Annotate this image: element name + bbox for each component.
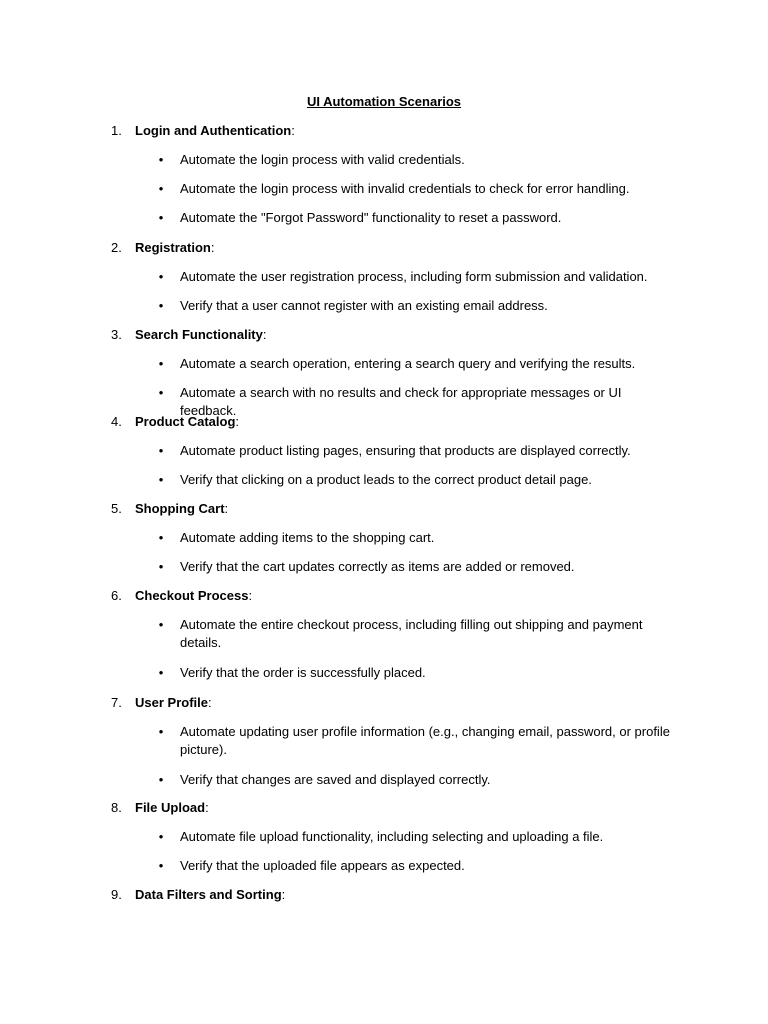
section-title xyxy=(135,122,295,140)
section-title-colon: : xyxy=(291,123,295,138)
bullet-icon: • xyxy=(158,530,164,545)
section-title-colon: : xyxy=(262,327,267,342)
section-heading xyxy=(0,239,768,257)
list-item-text: Verify that a user cannot register with an existing email address. xyxy=(180,298,548,313)
section-title-text: Product Catalog xyxy=(135,414,236,429)
section-title xyxy=(135,500,228,518)
section-title xyxy=(135,694,212,712)
bullet-icon: • xyxy=(158,356,164,371)
section-title-colon: : xyxy=(235,414,240,429)
list-item-text: Verify that the cart updates correctly as items are added or removed. xyxy=(180,559,575,574)
section-title xyxy=(135,239,214,257)
list-item-text: Automate the entire checkout process, including filling out shipping and payment details. xyxy=(180,617,643,650)
section-title-text: Search Functionality xyxy=(135,327,263,342)
bullet-icon: • xyxy=(158,385,164,400)
bullet-icon: • xyxy=(158,858,164,873)
list-item-text: Automate the login process with invalid credentials to check for error handling. xyxy=(180,181,630,196)
section-title-text: Login and Authentication xyxy=(135,123,292,138)
section-heading xyxy=(0,587,768,605)
section-title-colon: : xyxy=(210,240,215,255)
list-item-text: Verify that clicking on a product leads to the correct product detail page. xyxy=(180,472,592,487)
section-number: 2. xyxy=(111,240,122,255)
bullet-icon: • xyxy=(158,443,164,458)
section-title-colon: : xyxy=(281,887,286,902)
section-heading xyxy=(0,413,768,431)
bullet-icon: • xyxy=(158,724,164,739)
bullet-icon: • xyxy=(158,298,164,313)
section-title-text: Checkout Process xyxy=(135,588,249,603)
bullet-icon: • xyxy=(158,772,164,787)
section-title-text: File Upload xyxy=(135,800,206,815)
bullet-icon: • xyxy=(158,152,164,167)
section-number: 9. xyxy=(111,887,122,902)
section-title xyxy=(135,886,285,904)
list-item-text: Automate a search with no results and check for appropriate messages or UI feedback. xyxy=(180,385,622,418)
section-title-colon: : xyxy=(205,800,209,815)
list-item-text: Automate product listing pages, ensuring that products are displayed correctly. xyxy=(180,443,631,458)
section-title xyxy=(135,799,209,817)
bullet-icon: • xyxy=(158,181,164,196)
list-item-text: Automate adding items to the shopping cart. xyxy=(180,530,435,545)
section-number: 1. xyxy=(111,123,122,138)
bullet-icon: • xyxy=(158,617,164,632)
bullet-icon: • xyxy=(158,829,164,844)
section-title-colon: : xyxy=(248,588,253,603)
section-heading xyxy=(0,122,768,140)
section-heading xyxy=(0,799,768,817)
section-number: 3. xyxy=(111,327,122,342)
list-item-text: Automate a search operation, entering a search query and verifying the results. xyxy=(180,356,636,371)
list-item-text: Verify that the order is successfully placed. xyxy=(180,665,426,680)
list-item-text: Automate updating user profile information (e.g., changing email, password, or profile picture). xyxy=(180,724,670,757)
section-number: 5. xyxy=(111,501,122,516)
section-title xyxy=(135,587,252,605)
list-item-text: Verify that changes are saved and displayed correctly. xyxy=(180,772,491,787)
list-item-text: Verify that the uploaded file appears as expected. xyxy=(180,858,465,873)
section-title-text: Data Filters and Sorting xyxy=(135,887,282,902)
section-number: 8. xyxy=(111,800,122,815)
bullet-icon: • xyxy=(158,269,164,284)
section-title-text: Shopping Cart xyxy=(135,501,225,516)
list-item-text: Automate the login process with valid credentials. xyxy=(180,152,465,167)
bullet-icon: • xyxy=(158,472,164,487)
bullet-icon: • xyxy=(158,665,164,680)
list-item-text: Automate file upload functionality, including selecting and uploading a file. xyxy=(180,829,604,844)
bullet-icon: • xyxy=(158,559,164,574)
section-heading xyxy=(0,694,768,712)
section-title-text: Registration xyxy=(135,240,211,255)
list-item-text: Automate the "Forgot Password" functionality to reset a password. xyxy=(180,210,562,225)
section-title xyxy=(135,326,267,344)
section-title-colon: : xyxy=(224,501,229,516)
section-number: 6. xyxy=(111,588,122,603)
section-title-colon: : xyxy=(207,695,212,710)
list-item-text: Automate the user registration process, including form submission and validation. xyxy=(180,269,648,284)
section-number: 4. xyxy=(111,414,122,429)
section-number: 7. xyxy=(111,695,122,710)
section-heading xyxy=(0,326,768,344)
section-title-text: User Profile xyxy=(135,695,208,710)
section-heading xyxy=(0,500,768,518)
document-title: UI Automation Scenarios xyxy=(306,94,462,109)
section-title xyxy=(135,413,239,431)
bullet-icon: • xyxy=(158,210,164,225)
section-heading xyxy=(0,886,768,904)
